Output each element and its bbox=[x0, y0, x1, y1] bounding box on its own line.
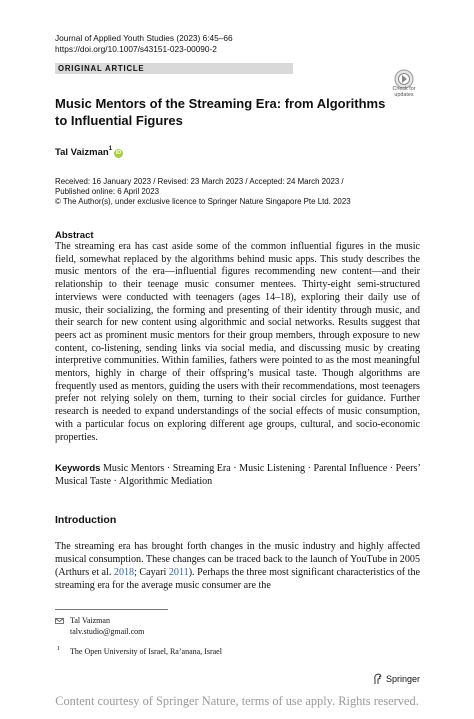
received-dates: Received: 16 January 2023 / Revised: 23 March 2023 / Accepted: 24 March 2023 / bbox=[55, 177, 344, 186]
introduction-heading: Introduction bbox=[55, 514, 117, 526]
journal-citation: Journal of Applied Youth Studies (2023) 6:45–66 bbox=[55, 33, 233, 43]
article-type-bar bbox=[55, 63, 293, 74]
footnote-divider bbox=[55, 609, 168, 610]
introduction-text bbox=[55, 540, 420, 592]
author-affiliation-sup: 1 bbox=[108, 146, 113, 152]
correspondence-email[interactable]: talv.studio@gmail.com bbox=[70, 627, 145, 636]
springer-horse-icon bbox=[372, 673, 383, 685]
keywords-list: Music Mentors · Streaming Era · Music Listening · Parental Influence · Peers’ Musical Taste · Algorithmic Mediation bbox=[55, 463, 421, 487]
check-updates-line: updates bbox=[394, 92, 414, 98]
author-name[interactable]: Tal Vaizman bbox=[55, 147, 109, 158]
intro-text-part: ). Perhaps the three most significant characteristics of the streaming era for the average music consumer are the bbox=[55, 567, 420, 591]
springer-logo bbox=[372, 673, 420, 685]
keywords bbox=[55, 462, 425, 488]
envelope-icon[interactable] bbox=[55, 618, 64, 624]
doi-link[interactable]: https://doi.org/10.1007/s43151-023-00090-2 bbox=[55, 44, 217, 54]
author-line bbox=[55, 147, 123, 159]
abstract-heading: Abstract bbox=[55, 230, 94, 241]
keywords-label: Keywords bbox=[55, 463, 101, 474]
check-for-updates-label bbox=[386, 86, 422, 98]
citation-link[interactable]: 2018 bbox=[113, 567, 135, 578]
springer-wordmark: Springer bbox=[386, 674, 421, 684]
abstract-text: The streaming era has cast aside some of the common influential figures in the music field, somewhat replaced by the algorithms behind music apps. This study describes the music mentors of the era—influential figures recommending new content—and their relationship to their teenage music consumer mentees. Thirty-eight semi-structured interviews were conducted with teenagers (ages 14–18), exploring their daily use of music, their socializing, the forming and presenting of their identity through music, and their search for new content using algorithmic and social networks. Results suggest that peers act as prominent music mentors for their group members, through exposure to new content, co-listening, sending links via social media, and discussing music by creating interpretive communities. Within families, fathers were pointed to as the most meaningful mentors, highly in charge of their offspring’s musical taste. Though algorithms are frequently used as mentors, guiding the users with their recommendations, most teenagers prefer not relying solely on them, turning to their social circles for guidance. Further research is needed to expand understandings of the social effects of music consumption, with a particular focus on exploring different age groups, cultural, and socio-economic properties. bbox=[55, 241, 420, 443]
article-title-line: Music Mentors of the Streaming Era: from Algorithms bbox=[55, 96, 386, 111]
affiliation-number: 1 bbox=[57, 646, 60, 652]
intro-text-part: ; Cayari bbox=[134, 567, 169, 578]
citation-link[interactable]: 2011 bbox=[168, 567, 189, 578]
copyright-line: © The Author(s), under exclusive licence to Springer Nature Singapore Pte Ltd. 2023 bbox=[55, 197, 351, 206]
intro-text-part: The streaming era has brought forth changes in the music industry and highly affected musical consumption. These changes can be traced back to the launch of YouTube in 2005 (Arthurs et al. bbox=[55, 541, 420, 578]
correspondence-name: Tal Vaizman bbox=[70, 616, 110, 625]
article-type-label: ORIGINAL ARTICLE bbox=[58, 64, 145, 73]
orcid-icon[interactable]: iD bbox=[115, 149, 122, 156]
published-date: Published online: 6 April 2023 bbox=[55, 187, 159, 196]
article-title-line: to Influential Figures bbox=[55, 113, 183, 128]
affiliation-text: The Open University of Israel, Ra’anana, Israel bbox=[70, 647, 222, 656]
check-updates-line: Check for bbox=[392, 86, 416, 92]
courtesy-watermark: Content courtesy of Springer Nature, terms of use apply. Rights reserved. bbox=[55, 694, 419, 708]
